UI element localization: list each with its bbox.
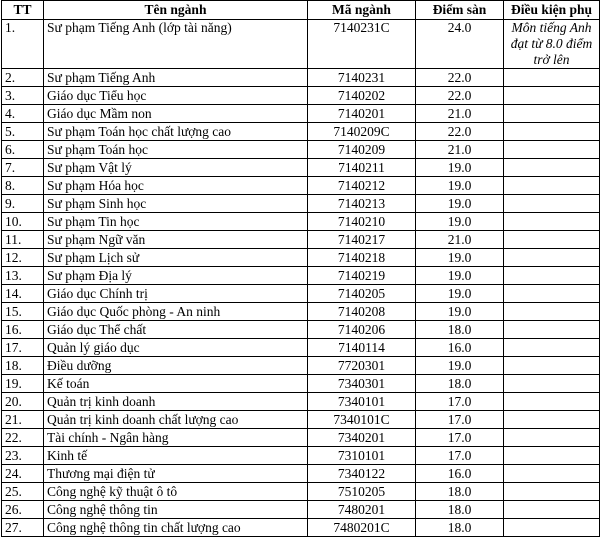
extra-condition <box>504 123 600 141</box>
min-score: 17.0 <box>416 411 504 429</box>
major-name: Công nghệ thông tin <box>44 501 308 519</box>
min-score: 19.0 <box>416 159 504 177</box>
major-code: 7140202 <box>308 87 416 105</box>
major-name: Sư phạm Tiếng Anh (lớp tài năng) <box>44 20 308 69</box>
major-name: Sư phạm Lịch sử <box>44 249 308 267</box>
min-score: 21.0 <box>416 141 504 159</box>
major-code: 7140211 <box>308 159 416 177</box>
table-row <box>2 501 600 519</box>
extra-condition <box>504 357 600 375</box>
row-number: 8. <box>2 177 44 195</box>
row-number: 23. <box>2 447 44 465</box>
extra-condition: Môn tiếng Anh đạt từ 8.0 điểm trở lên <box>504 20 600 69</box>
row-number: 17. <box>2 339 44 357</box>
extra-condition <box>504 87 600 105</box>
row-number: 10. <box>2 213 44 231</box>
major-name: Giáo dục Quốc phòng - An ninh <box>44 303 308 321</box>
table-row <box>2 141 600 159</box>
table-row <box>2 195 600 213</box>
major-code: 7340301 <box>308 375 416 393</box>
major-name: Công nghệ thông tin chất lượng cao <box>44 519 308 537</box>
header-score: Điểm sàn <box>416 1 504 20</box>
table-row <box>2 285 600 303</box>
major-name: Sư phạm Tin học <box>44 213 308 231</box>
major-code: 7140218 <box>308 249 416 267</box>
extra-condition <box>504 429 600 447</box>
header-condition: Điều kiện phụ <box>504 1 600 20</box>
table-row <box>2 123 600 141</box>
major-name: Công nghệ kỹ thuật ô tô <box>44 483 308 501</box>
row-number: 18. <box>2 357 44 375</box>
min-score: 22.0 <box>416 123 504 141</box>
major-code: 7480201C <box>308 519 416 537</box>
row-number: 6. <box>2 141 44 159</box>
row-number: 21. <box>2 411 44 429</box>
table-row <box>2 483 600 501</box>
table-row <box>2 249 600 267</box>
row-number: 19. <box>2 375 44 393</box>
row-number: 5. <box>2 123 44 141</box>
table-row <box>2 20 600 69</box>
major-code: 7140213 <box>308 195 416 213</box>
extra-condition <box>504 483 600 501</box>
major-name: Giáo dục Thể chất <box>44 321 308 339</box>
extra-condition <box>504 213 600 231</box>
major-name: Tài chính - Ngân hàng <box>44 429 308 447</box>
admission-score-table <box>1 0 600 537</box>
header-row <box>2 1 600 20</box>
table-row <box>2 393 600 411</box>
extra-condition <box>504 411 600 429</box>
extra-condition <box>504 339 600 357</box>
table-row <box>2 69 600 87</box>
min-score: 18.0 <box>416 321 504 339</box>
extra-condition <box>504 249 600 267</box>
row-number: 4. <box>2 105 44 123</box>
table-row <box>2 213 600 231</box>
min-score: 17.0 <box>416 429 504 447</box>
major-name: Kinh tế <box>44 447 308 465</box>
major-code: 7140206 <box>308 321 416 339</box>
table-row <box>2 447 600 465</box>
table-row <box>2 357 600 375</box>
extra-condition <box>504 393 600 411</box>
major-name: Quản trị kinh doanh <box>44 393 308 411</box>
row-number: 9. <box>2 195 44 213</box>
row-number: 22. <box>2 429 44 447</box>
major-code: 7140231C <box>308 20 416 69</box>
table-row <box>2 105 600 123</box>
extra-condition <box>504 375 600 393</box>
major-name: Sư phạm Ngữ văn <box>44 231 308 249</box>
min-score: 19.0 <box>416 195 504 213</box>
row-number: 25. <box>2 483 44 501</box>
min-score: 21.0 <box>416 231 504 249</box>
major-code: 7140212 <box>308 177 416 195</box>
min-score: 19.0 <box>416 357 504 375</box>
major-code: 7510205 <box>308 483 416 501</box>
row-number: 27. <box>2 519 44 537</box>
major-name: Quản lý giáo dục <box>44 339 308 357</box>
extra-condition <box>504 105 600 123</box>
major-code: 7140231 <box>308 69 416 87</box>
table-row <box>2 321 600 339</box>
header-tt: TT <box>2 1 44 20</box>
min-score: 17.0 <box>416 393 504 411</box>
major-name: Giáo dục Tiểu học <box>44 87 308 105</box>
extra-condition <box>504 501 600 519</box>
major-name: Giáo dục Mầm non <box>44 105 308 123</box>
table-row <box>2 429 600 447</box>
extra-condition <box>504 321 600 339</box>
header-name: Tên ngành <box>44 1 308 20</box>
min-score: 18.0 <box>416 501 504 519</box>
major-name: Sư phạm Tiếng Anh <box>44 69 308 87</box>
major-name: Sư phạm Hóa học <box>44 177 308 195</box>
extra-condition <box>504 447 600 465</box>
table-body <box>2 20 600 537</box>
min-score: 22.0 <box>416 69 504 87</box>
table-row <box>2 177 600 195</box>
major-code: 7140219 <box>308 267 416 285</box>
major-code: 7480201 <box>308 501 416 519</box>
min-score: 18.0 <box>416 483 504 501</box>
table-row <box>2 411 600 429</box>
major-name: Điều dưỡng <box>44 357 308 375</box>
major-name: Quản trị kinh doanh chất lượng cao <box>44 411 308 429</box>
min-score: 18.0 <box>416 519 504 537</box>
major-name: Sư phạm Vật lý <box>44 159 308 177</box>
row-number: 20. <box>2 393 44 411</box>
extra-condition <box>504 177 600 195</box>
major-code: 7310101 <box>308 447 416 465</box>
min-score: 19.0 <box>416 285 504 303</box>
row-number: 12. <box>2 249 44 267</box>
major-code: 7720301 <box>308 357 416 375</box>
major-code: 7140209C <box>308 123 416 141</box>
major-code: 7140201 <box>308 105 416 123</box>
extra-condition <box>504 519 600 537</box>
extra-condition <box>504 159 600 177</box>
min-score: 21.0 <box>416 105 504 123</box>
extra-condition <box>504 231 600 249</box>
major-name: Sư phạm Toán học chất lượng cao <box>44 123 308 141</box>
major-code: 7340101 <box>308 393 416 411</box>
major-code: 7340201 <box>308 429 416 447</box>
major-name: Sư phạm Sinh học <box>44 195 308 213</box>
row-number: 16. <box>2 321 44 339</box>
min-score: 19.0 <box>416 303 504 321</box>
row-number: 1. <box>2 20 44 69</box>
extra-condition <box>504 303 600 321</box>
row-number: 26. <box>2 501 44 519</box>
major-code: 7140208 <box>308 303 416 321</box>
min-score: 17.0 <box>416 447 504 465</box>
extra-condition <box>504 141 600 159</box>
major-name: Giáo dục Chính trị <box>44 285 308 303</box>
row-number: 11. <box>2 231 44 249</box>
min-score: 19.0 <box>416 177 504 195</box>
extra-condition <box>504 69 600 87</box>
major-name: Sư phạm Địa lý <box>44 267 308 285</box>
major-code: 7340122 <box>308 465 416 483</box>
table-row <box>2 519 600 537</box>
min-score: 16.0 <box>416 465 504 483</box>
row-number: 13. <box>2 267 44 285</box>
table-row <box>2 375 600 393</box>
min-score: 16.0 <box>416 339 504 357</box>
major-code: 7140114 <box>308 339 416 357</box>
table-row <box>2 465 600 483</box>
major-code: 7340101C <box>308 411 416 429</box>
major-name: Kế toán <box>44 375 308 393</box>
extra-condition <box>504 465 600 483</box>
table-row <box>2 231 600 249</box>
row-number: 2. <box>2 69 44 87</box>
major-code: 7140205 <box>308 285 416 303</box>
extra-condition <box>504 195 600 213</box>
table-row <box>2 267 600 285</box>
major-name: Thương mại điện tử <box>44 465 308 483</box>
row-number: 7. <box>2 159 44 177</box>
min-score: 19.0 <box>416 249 504 267</box>
min-score: 18.0 <box>416 375 504 393</box>
min-score: 24.0 <box>416 20 504 69</box>
table-row <box>2 303 600 321</box>
major-code: 7140209 <box>308 141 416 159</box>
major-name: Sư phạm Toán học <box>44 141 308 159</box>
min-score: 19.0 <box>416 267 504 285</box>
row-number: 14. <box>2 285 44 303</box>
major-code: 7140210 <box>308 213 416 231</box>
major-code: 7140217 <box>308 231 416 249</box>
table-row <box>2 159 600 177</box>
row-number: 3. <box>2 87 44 105</box>
extra-condition <box>504 267 600 285</box>
table-row <box>2 87 600 105</box>
table-row <box>2 339 600 357</box>
extra-condition <box>504 285 600 303</box>
row-number: 15. <box>2 303 44 321</box>
header-code: Mã ngành <box>308 1 416 20</box>
min-score: 19.0 <box>416 213 504 231</box>
row-number: 24. <box>2 465 44 483</box>
min-score: 22.0 <box>416 87 504 105</box>
